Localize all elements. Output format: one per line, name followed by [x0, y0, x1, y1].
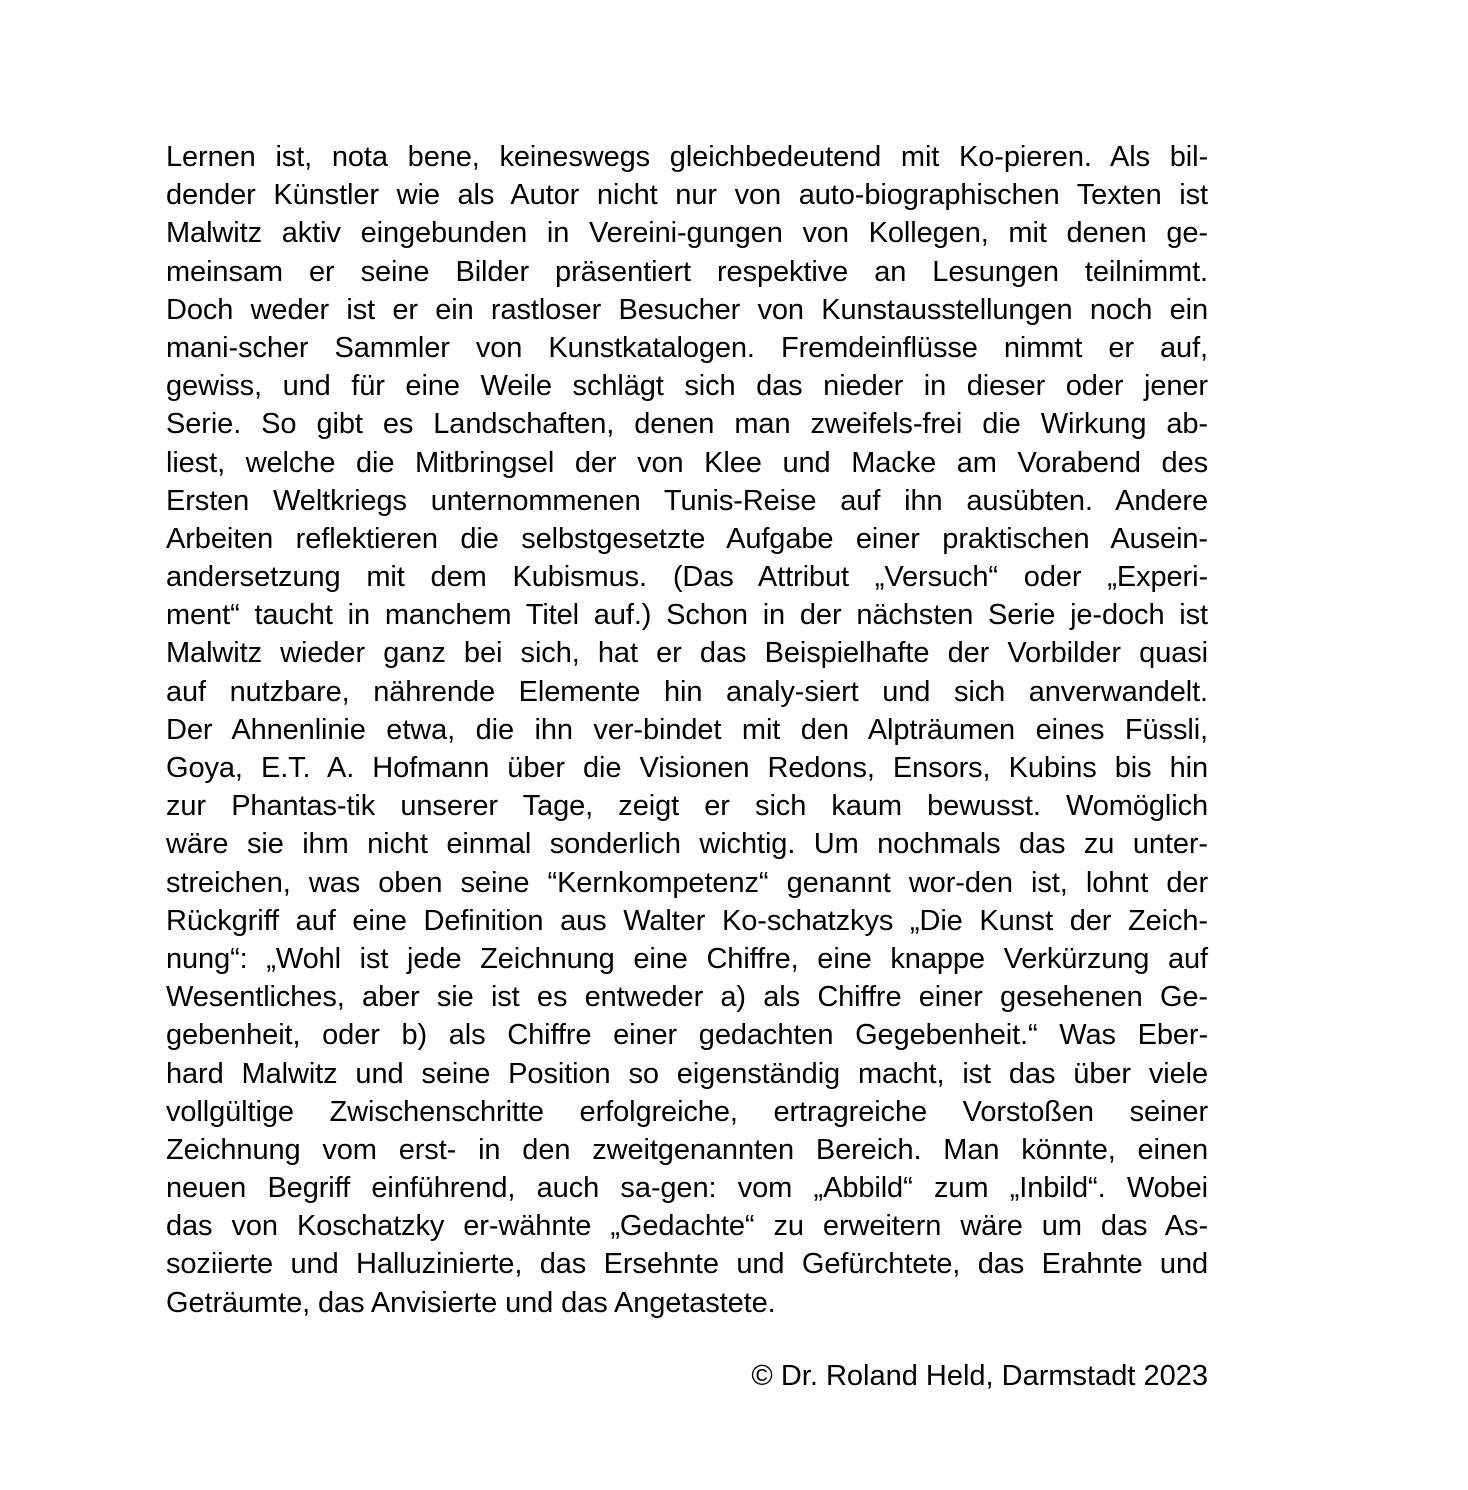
- paragraph-line: Goya, E.T. A. Hofmann über die Visionen Redons, Ensors, Kubins bis hin: [166, 752, 1208, 784]
- paragraph-line: Geträumte, das Anvisierte und das Angetastete.: [166, 1286, 776, 1319]
- paragraph-line: Malwitz wieder ganz bei sich, hat er das Beispielhafte der Vorbilder quasi: [166, 637, 1208, 670]
- paragraph-line: Wesentliches, aber sie ist es entweder a) als Chiffre einer gesehenen Ge-: [166, 981, 1208, 1014]
- paragraph-line: Der Ahnenlinie etwa, die ihn ver-bindet mit den Alpträumen eines Füssli,: [166, 713, 1208, 746]
- paragraph-line: soziierte und Halluzinierte, das Ersehnte und Gefürchtete, das Erahnte und: [166, 1248, 1208, 1281]
- paragraph-line: Arbeiten reflektieren die selbstgesetzte Aufgabe einer praktischen Ausein-: [166, 522, 1208, 555]
- paragraph-line: zur Phantas-tik unserer Tage, zeigt er sich kaum bewusst. Womöglich: [166, 790, 1208, 823]
- paragraph-line: Zeichnung vom erst- in den zweitgenannten Bereich. Man könnte, einen: [166, 1133, 1208, 1166]
- paragraph-line: andersetzung mit dem Kubismus. (Das Attribut „Versuch“ oder „Experi-: [166, 561, 1208, 594]
- paragraph-line: Serie. So gibt es Landschaften, denen man zweifels-frei die Wirkung ab-: [166, 408, 1208, 441]
- paragraph-line: streichen, was oben seine “Kernkompetenz“ genannt wor-den ist, lohnt der: [166, 866, 1208, 899]
- paragraph-line: gewiss, und für eine Weile schlägt sich das nieder in dieser oder jener: [166, 370, 1208, 403]
- paragraph-line: gebenheit, oder b) als Chiffre einer gedachten Gegebenheit.“ Was Eber-: [166, 1019, 1208, 1052]
- paragraph-line: ment“ taucht in manchem Titel auf.) Schon in der nächsten Serie je-doch ist: [166, 599, 1208, 632]
- paragraph-line: wäre sie ihm nicht einmal sonderlich wichtig. Um nochmals das zu unter-: [166, 828, 1208, 861]
- paragraph-line: Ersten Weltkriegs unternommenen Tunis-Reise auf ihn ausübten. Andere: [166, 484, 1208, 517]
- paragraph-line: meinsam er seine Bilder präsentiert respektive an Lesungen teilnimmt.: [166, 255, 1208, 288]
- paragraph-line: mani-scher Sammler von Kunstkatalogen. Fremdeinflüsse nimmt er auf,: [166, 331, 1208, 364]
- paragraph-line: nung“: „Wohl ist jede Zeichnung eine Chiffre, eine knappe Verkürzung auf: [166, 942, 1208, 975]
- copyright-signature: © Dr. Roland Held, Darmstadt 2023: [751, 1360, 1208, 1392]
- paragraph-line: Malwitz aktiv eingebunden in Vereini-gungen von Kollegen, mit denen ge-: [166, 217, 1208, 250]
- paragraph-line: Doch weder ist er ein rastloser Besucher von Kunstausstellungen noch ein: [166, 293, 1208, 326]
- paragraph-line: liest, welche die Mitbringsel der von Klee und Macke am Vorabend des: [166, 446, 1208, 479]
- paragraph-line: vollgültige Zwischenschritte erfolgreiche, ertragreiche Vorstoßen seiner: [166, 1095, 1208, 1128]
- paragraph-line: Lernen ist, nota bene, keineswegs gleichbedeutend mit Ko-pieren. Als bil-: [166, 141, 1208, 173]
- document-page: [166, 138, 1208, 1392]
- body-paragraph: [166, 138, 1208, 1322]
- paragraph-line: auf nutzbare, nährende Elemente hin analy-siert und sich anverwandelt.: [166, 675, 1208, 708]
- paragraph-line: hard Malwitz und seine Position so eigenständig macht, ist das über viele: [166, 1057, 1208, 1090]
- paragraph-line: neuen Begriff einführend, auch sa-gen: vom „Abbild“ zum „Inbild“. Wobei: [166, 1172, 1208, 1205]
- paragraph-line: dender Künstler wie als Autor nicht nur von auto-biographischen Texten ist: [166, 179, 1208, 212]
- paragraph-line: Rückgriff auf eine Definition aus Walter Ko-schatzkys „Die Kunst der Zeich-: [166, 904, 1208, 937]
- paragraph-line: das von Koschatzky er-wähnte „Gedachte“ zu erweitern wäre um das As-: [166, 1210, 1208, 1243]
